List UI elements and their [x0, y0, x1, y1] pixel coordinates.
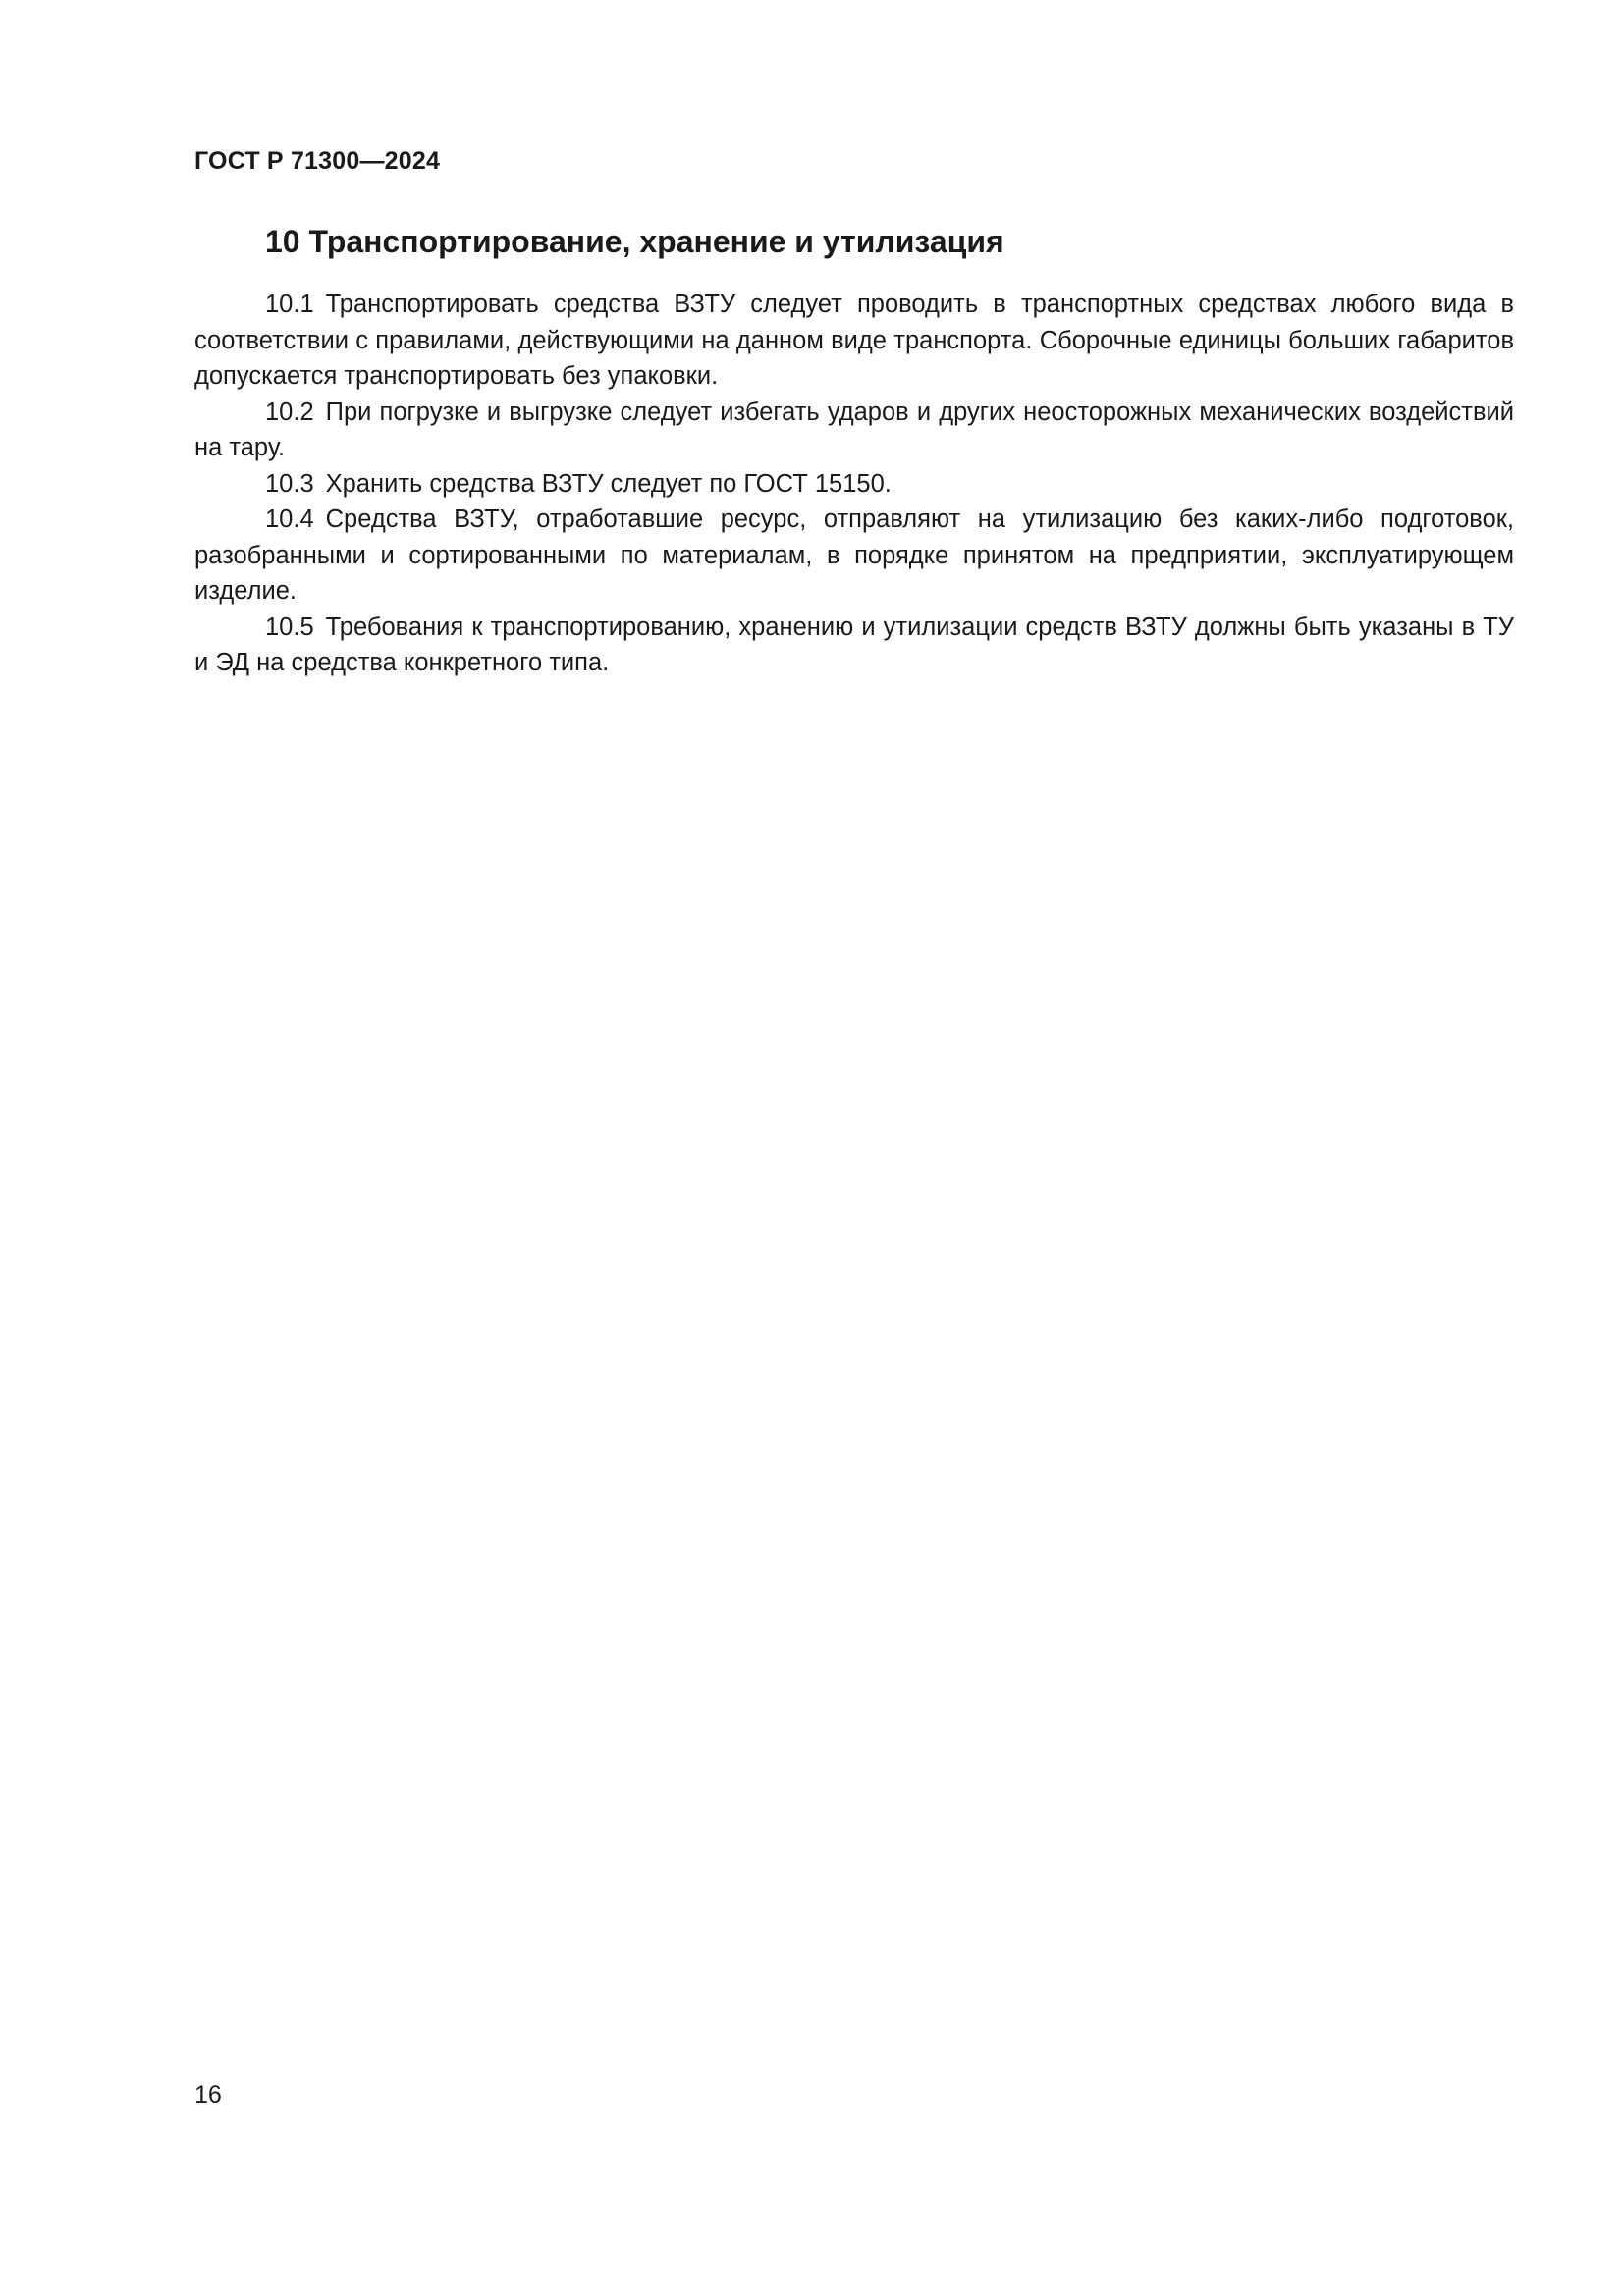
- document-code-header: ГОСТ Р 71300—2024: [194, 147, 441, 175]
- paragraph-number: 10.2: [265, 398, 314, 426]
- paragraph-text: Требования к транспортированию, хранению и утилизации средств ВЗТУ должны быть указаны в ТУ и ЭД на средства конкретного типа.: [194, 613, 1514, 676]
- paragraph-text: Транспортировать средства ВЗТУ следует проводить в транспортных средствах любого вида в соответствии с правилами, действующими на данном виде транспорта. Сборочные единицы больших габаритов допускается транспортировать без упаковки.: [194, 291, 1514, 390]
- paragraph-10-4: [194, 502, 1514, 610]
- paragraph-number: 10.1: [265, 291, 314, 318]
- paragraph-text: Хранить средства ВЗТУ следует по ГОСТ 15150.: [325, 469, 892, 498]
- section-title: 10 Транспортирование, хранение и утилизация: [265, 224, 1004, 259]
- paragraph-text: При погрузке и выгрузке следует избегать ударов и других неосторожных механических воздействий на тару.: [194, 398, 1514, 461]
- paragraph-10-2: [194, 395, 1514, 466]
- section-body: [194, 287, 1514, 681]
- paragraph-number: 10.4: [265, 506, 314, 533]
- paragraph-number: 10.5: [265, 613, 314, 641]
- paragraph-10-1: [194, 287, 1514, 395]
- paragraph-10-5: [194, 610, 1514, 681]
- page-number: 16: [194, 2081, 222, 2109]
- paragraph-number: 10.3: [265, 469, 314, 498]
- paragraph-text: Средства ВЗТУ, отработавшие ресурс, отправляют на утилизацию без каких-либо подготовок, разобранными и сортированными по материалам, в порядке принятом на предприятии, эксплуатирующем изделие.: [194, 506, 1514, 605]
- paragraph-10-3: [194, 466, 1514, 503]
